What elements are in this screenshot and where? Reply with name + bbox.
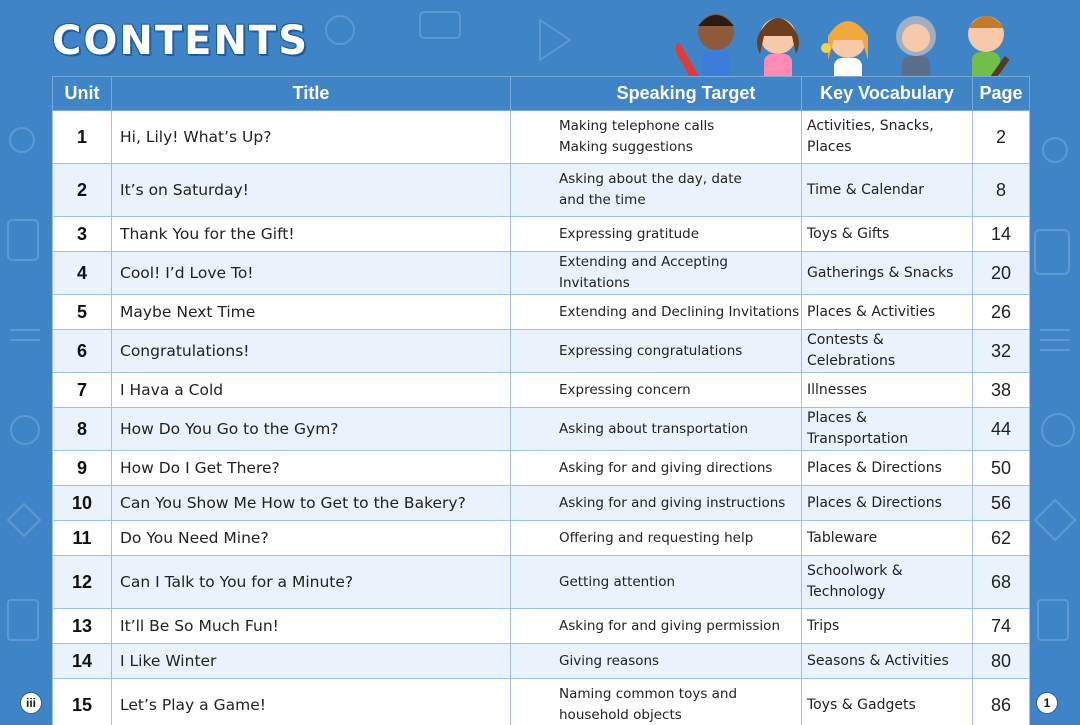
key-vocabulary-line: Toys & Gifts: [807, 225, 890, 242]
page-number: 62: [973, 521, 1030, 556]
unit-number: 5: [53, 295, 112, 330]
key-vocabulary-line: Places & Directions: [807, 459, 942, 476]
unit-number: 10: [53, 486, 112, 521]
page-number: 80: [973, 644, 1030, 679]
speaking-target: [511, 373, 802, 408]
table-row: [53, 295, 1030, 330]
speaking-target-line: Extending and Declining Invitations: [559, 303, 800, 320]
key-vocabulary-line: Tableware: [807, 529, 878, 546]
speaking-target-line: Asking about the day, date: [559, 171, 742, 187]
key-vocabulary-line: Illnesses: [807, 381, 867, 398]
speaking-target: [511, 295, 802, 330]
unit-number: 2: [53, 164, 112, 217]
unit-number: 13: [53, 609, 112, 644]
page-number: 56: [973, 486, 1030, 521]
key-vocabulary-line: Seasons & Activities: [807, 652, 949, 669]
key-vocabulary-line: Activities, Snacks,: [807, 118, 934, 134]
speaking-target: [511, 408, 802, 451]
key-vocabulary: [802, 252, 973, 295]
unit-title: Can I Talk to You for a Minute?: [112, 556, 511, 609]
key-vocabulary-line: Toys & Gadgets: [807, 696, 916, 713]
speaking-target-line: Making suggestions: [559, 139, 693, 155]
unit-title: Maybe Next Time: [112, 295, 511, 330]
page-number: 44: [973, 408, 1030, 451]
key-vocabulary-line: Trips: [807, 617, 840, 634]
key-vocabulary-line: Places & Activities: [807, 303, 936, 320]
speaking-target-line: Expressing congratulations: [559, 342, 743, 359]
speaking-target-line: Naming common toys and: [559, 686, 738, 702]
speaking-target: [511, 486, 802, 521]
key-vocabulary: [802, 295, 973, 330]
speaking-target-line: Extending and Accepting Invitations: [559, 254, 728, 291]
unit-title: Do You Need Mine?: [112, 521, 511, 556]
unit-number: 9: [53, 451, 112, 486]
speaking-target: [511, 164, 802, 217]
unit-title: Can You Show Me How to Get to the Bakery?: [112, 486, 511, 521]
key-vocabulary-line: Places: [807, 139, 852, 155]
speaking-target-line: Offering and requesting help: [559, 529, 754, 546]
speaking-target-line: Getting attention: [559, 573, 676, 590]
table-row: [53, 111, 1030, 164]
speaking-target-line: Asking for and giving instructions: [559, 494, 786, 511]
table-row: [53, 609, 1030, 644]
key-vocabulary-line: Time & Calendar: [807, 181, 925, 198]
speaking-target: [511, 330, 802, 373]
page-number: 68: [973, 556, 1030, 609]
table-row: [53, 644, 1030, 679]
key-vocabulary: [802, 644, 973, 679]
page-number: 74: [973, 609, 1030, 644]
key-vocabulary: [802, 373, 973, 408]
key-vocabulary: [802, 486, 973, 521]
unit-number: 12: [53, 556, 112, 609]
column-header-title: Title: [112, 77, 511, 111]
table-row: [53, 330, 1030, 373]
key-vocabulary-line: Schoolwork &: [807, 563, 903, 579]
unit-title: Thank You for the Gift!: [112, 217, 511, 252]
page-title: CONTENTS: [52, 18, 310, 64]
key-vocabulary: [802, 521, 973, 556]
unit-title: I Hava a Cold: [112, 373, 511, 408]
table-row: [53, 408, 1030, 451]
key-vocabulary-line: Places & Transportation: [807, 410, 909, 447]
speaking-target-line: and the time: [559, 192, 646, 208]
speaking-target: [511, 609, 802, 644]
unit-title: Hi, Lily! What’s Up?: [112, 111, 511, 164]
page-number: 86: [973, 679, 1030, 725]
column-header-key-vocabulary: Key Vocabulary: [802, 77, 973, 111]
page-number: 26: [973, 295, 1030, 330]
key-vocabulary: [802, 679, 973, 725]
page-number: 50: [973, 451, 1030, 486]
key-vocabulary-line: Contests & Celebrations: [807, 332, 896, 369]
speaking-target-line: Asking for and giving directions: [559, 459, 773, 476]
table-row: [53, 373, 1030, 408]
column-header-speaking-target: Speaking Target: [511, 77, 802, 111]
speaking-target-line: Asking for and giving permission: [559, 617, 780, 634]
page-number: 2: [973, 111, 1030, 164]
key-vocabulary: [802, 451, 973, 486]
unit-number: 1: [53, 111, 112, 164]
unit-number: 6: [53, 330, 112, 373]
speaking-target-line: Making telephone calls: [559, 118, 715, 134]
unit-number: 8: [53, 408, 112, 451]
page-number: 20: [973, 252, 1030, 295]
unit-title: Let’s Play a Game!: [112, 679, 511, 725]
table-row: [53, 164, 1030, 217]
speaking-target: [511, 556, 802, 609]
key-vocabulary-line: Places & Directions: [807, 494, 942, 511]
page-number-left: iii: [20, 692, 42, 714]
table-row: [53, 217, 1030, 252]
unit-title: Cool! I’d Love To!: [112, 252, 511, 295]
table-row: [53, 252, 1030, 295]
key-vocabulary: [802, 609, 973, 644]
speaking-target: [511, 217, 802, 252]
page-number: 8: [973, 164, 1030, 217]
key-vocabulary: [802, 556, 973, 609]
table-header-row: [53, 77, 1030, 111]
table-row: [53, 556, 1030, 609]
speaking-target: [511, 451, 802, 486]
unit-title: Congratulations!: [112, 330, 511, 373]
speaking-target-line: household objects: [559, 707, 682, 723]
column-header-page: Page: [973, 77, 1030, 111]
speaking-target: [511, 644, 802, 679]
speaking-target: [511, 111, 802, 164]
key-vocabulary-line: Gatherings & Snacks: [807, 264, 954, 281]
speaking-target: [511, 252, 802, 295]
key-vocabulary-line: Technology: [807, 584, 886, 600]
speaking-target-line: Expressing concern: [559, 381, 691, 398]
unit-number: 4: [53, 252, 112, 295]
unit-number: 11: [53, 521, 112, 556]
key-vocabulary: [802, 217, 973, 252]
speaking-target: [511, 521, 802, 556]
unit-title: It’s on Saturday!: [112, 164, 511, 217]
speaking-target-line: Asking about transportation: [559, 420, 749, 437]
contents-table: [52, 76, 1030, 725]
unit-title: How Do You Go to the Gym?: [112, 408, 511, 451]
speaking-target: [511, 679, 802, 725]
unit-title: I Like Winter: [112, 644, 511, 679]
page-number: 14: [973, 217, 1030, 252]
table-row: [53, 679, 1030, 725]
key-vocabulary: [802, 111, 973, 164]
table-row: [53, 486, 1030, 521]
unit-number: 14: [53, 644, 112, 679]
unit-title: How Do I Get There?: [112, 451, 511, 486]
page-number: 38: [973, 373, 1030, 408]
key-vocabulary: [802, 408, 973, 451]
key-vocabulary: [802, 164, 973, 217]
key-vocabulary: [802, 330, 973, 373]
page-number: 32: [973, 330, 1030, 373]
page-number-right: 1: [1036, 692, 1058, 714]
unit-number: 15: [53, 679, 112, 725]
unit-title: It’ll Be So Much Fun!: [112, 609, 511, 644]
speaking-target-line: Giving reasons: [559, 652, 660, 669]
unit-number: 3: [53, 217, 112, 252]
speaking-target-line: Expressing gratitude: [559, 225, 700, 242]
column-header-unit: Unit: [53, 77, 112, 111]
table-row: [53, 451, 1030, 486]
table-row: [53, 521, 1030, 556]
unit-number: 7: [53, 373, 112, 408]
